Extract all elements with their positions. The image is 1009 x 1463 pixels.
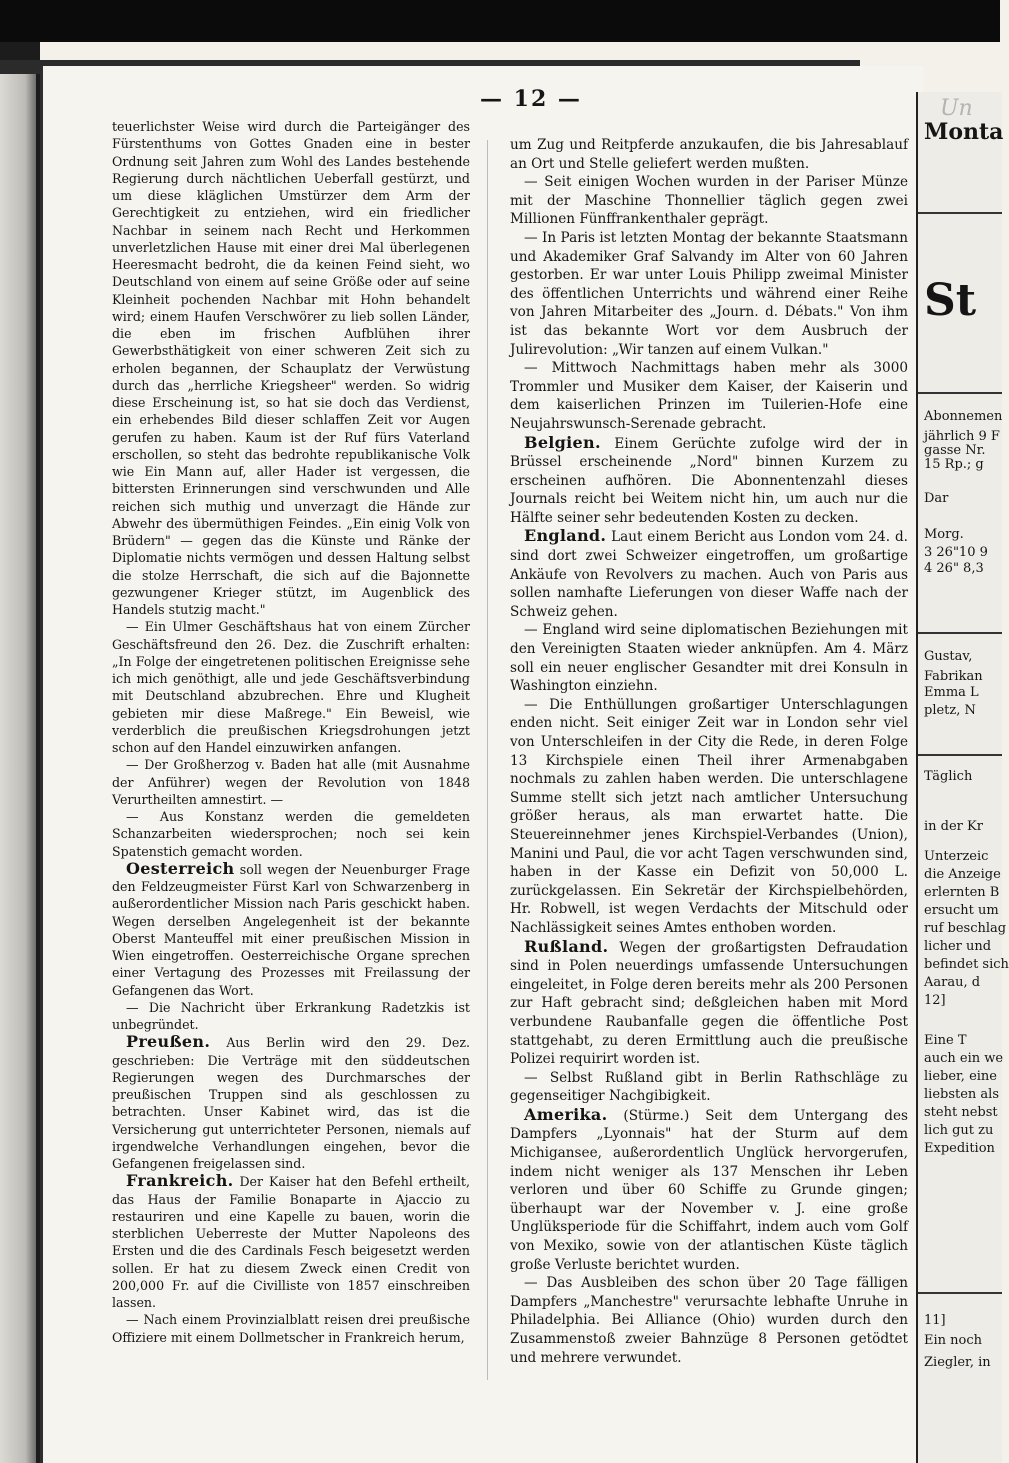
sheet-text-fragment: pletz, N [924,703,976,718]
column-divider [487,140,488,1380]
sheet-text-fragment: liebsten als [924,1087,1000,1102]
article-paragraph [112,1172,470,1311]
paragraph-text: — In Paris ist letzten Montag der bekannte Staatsmann und Akademiker Graf Salvandy im Alter von 60 Jahren gestorben. Er war unter Louis Philipp zweimal Minister des öffentlichen Unterrichts und während einer Reihe von Jahren Mitarbeiter des „Journ. d. Débats." Von ihm ist das bekannte Wort vor dem Ausbruch der Julirevolution: „Wir tanzen auf einem Vulkan." [510,229,908,358]
sheet-text-fragment: 3 26"10 9 [924,545,988,560]
sheet-text-fragment: erlernten B [924,885,1000,900]
article-paragraph [510,527,908,621]
paragraph-text: — Selbst Rußland gibt in Berlin Rathschläge zu gegenseitiger Nachgibigkeit. [510,1069,908,1105]
article-paragraph [510,359,908,433]
sheet-text-fragment: 15 Rp.; g [924,457,984,472]
sheet-text-fragment: lieber, eine [924,1069,997,1084]
adjacent-newspaper-sheet [916,92,1009,1463]
sheet-text-fragment: Abonnemen [924,409,1003,424]
sheet-text-fragment: Expedition [924,1141,995,1156]
article-paragraph [112,1033,470,1172]
sheet-text-fragment: Monta [924,119,1004,145]
sheet-divider [918,392,1002,394]
sheet-text-fragment: Gustav, [924,649,973,664]
article-paragraph [112,756,470,808]
sheet-text-fragment: Fabrikan [924,669,983,684]
paragraph-text: (Stürme.) Seit dem Untergang des Dampfers „Lyonnais" hat der Sturm auf dem Michigansee, außerordentlich Unglück hervorgerufen, indem nicht weniger als 137 Menschen ihr Leben verloren und über 60 Schiffe zu Grunde gingen; überhaupt war der November v. J. eine große Unglüksperiode für die Schiffahrt, indem auch vom Golf von Mexiko, sowie von der atlantischen Küste täglich große Verluste berichtet wurden. [510,1107,909,1273]
page-number: — 12 — [480,86,582,112]
paragraph-text: — Das Ausbleiben des schon über 20 Tage fälligen Dampfers „Manchestre" verursachte lebhafte Unruhe in Philadelphia. Bei Alliance (Ohio) wurden durch den Zusammenstoß zweier Bahnzüge 8 Personen getödtet und mehrere verwundet. [510,1275,908,1366]
sheet-divider [918,1292,1002,1294]
sheet-divider [918,632,1002,634]
sheet-text-fragment: Ziegler, in [924,1355,991,1370]
sheet-text-fragment: 4 26" 8,3 [924,561,984,576]
article-paragraph [510,1106,908,1274]
article-paragraph [510,621,908,695]
sheet-text-fragment: Täglich [924,769,973,784]
sheet-text-fragment: 11] [924,1313,946,1328]
sheet-text-fragment: die Anzeige [924,867,1001,882]
paragraph-text: — England wird seine diplomatischen Beziehungen mit den Vereinigten Staaten wieder anknüpfen. Am 4. März soll ein neuer englischer Gesandter mit drei Konsuln in Washington einziehn. [510,622,908,695]
paragraph-text: Laut einem Bericht aus London vom 24. d. sind dort zwei Schweizer eingetroffen, um großartige Ankäufe von Revolvers zu machen. Auch von Paris aus sollen namhafte Lieferungen von dieser Waffe nach der Schweiz gehen. [510,529,908,620]
article-paragraph [510,1274,908,1367]
article-paragraph [510,1069,908,1106]
sheet-text-fragment: Emma L [924,685,979,700]
article-paragraph [510,136,908,173]
paragraph-text: — Der Großherzog v. Baden hat alle (mit Ausnahme der Anführer) wegen der Revolution von 1848 Verurtheilten amnestirt. — [112,757,470,807]
article-paragraph [510,229,908,359]
paragraph-text: um Zug und Reitpferde anzukaufen, die bis Jahresablauf an Ort und Stelle geliefert werden mußten. [510,137,908,172]
section-heading: Preußen. [126,1032,211,1052]
paragraph-text: — Ein Ulmer Geschäftshaus hat von einem Zürcher Geschäftsfreund den 26. Dez. die Zuschrift erhalten: „In Folge der eingetretenen politischen Ereignisse sehe ich mich genöthigt, alle und jede Geschäftsverbindung mit Deutschland abzubrechen. Ehre und Klugheit gebieten mir diese Maßrege." Ein Beweisl, wie verderblich die preußischen Kriegsdrohungen jetzt schon auf den Handel einzuwirken anfangen. [112,619,470,755]
article-paragraph [510,173,908,229]
sheet-text-fragment: auch ein we [924,1051,1004,1066]
sheet-text-fragment: steht nebst [924,1105,998,1120]
section-heading: Belgien. [524,432,601,452]
paragraph-text: — Seit einigen Wochen wurden in der Pariser Münze mit der Maschine Thonnellier täglich gegen zwei Millionen Fünffrankenthaler geprägt. [510,174,908,228]
article-paragraph [112,808,470,860]
paragraph-text: — Die Enthüllungen großartiger Unterschlagungen enden nicht. Seit einiger Zeit war in London sehr viel von Unterschleifen in der City die Rede, in deren Folge 13 Kirchspiele einen Theil ihrer Armenabgaben nochmals zu zahlen haben werden. Die unterschlagene Summe stellt sich jetzt nach amtlicher Untersuchung größer heraus, als man erwartet hatte. Die Steuereinnehmer jenes Kirchspiel-Verbandes (Union), Manini und Paul, die vor acht Tagen verschwunden sind, haben in der Kasse ein Defizit von 50,000 L. zurückgelassen. Ein Sekretär der Kirchspielbehörden, Hr. Robwell, ist wegen Verdachts der Mitschuld oder Nachlässigkeit seines Amtes enthoben worden. [510,696,908,936]
article-paragraph [510,938,908,1069]
sheet-text-fragment: ruf beschlag [924,921,1007,936]
section-heading: England. [524,526,607,546]
paragraph-text: — Aus Konstanz werden die gemeldeten Schanzarbeiten wiedersprochen; noch sei kein Spatenstich gemacht worden. [112,809,470,859]
section-heading: Amerika. [524,1104,608,1124]
sheet-text-fragment: Unterzeic [924,849,989,864]
section-heading: Oesterreich [126,858,235,878]
sheet-text-fragment: lich gut zu [924,1123,994,1138]
sheet-text-fragment: jährlich 9 F [924,429,1000,444]
sheet-text-fragment: Ein noch [924,1333,983,1348]
section-heading: Frankreich. [126,1171,234,1191]
sheet-divider [918,754,1002,756]
sheet-text-fragment: 12] [924,993,946,1008]
paragraph-text: — Nach einem Provinzialblatt reisen drei preußische Offiziere mit einem Dollmetscher in Frankreich herum, [112,1312,470,1345]
paragraph-text: Der Kaiser hat den Befehl ertheilt, das Haus der Familie Bonaparte in Ajaccio zu restauriren und eine Kapelle zu bauen, worin die sterblichen Ueberreste der Mutter Napoleons des Ersten und die des Cardinals Fesch beigesetzt werden sollen. Er hat zu diesem Zweck einen Credit von 200,000 Fr. auf die Civilliste von 1857 einschreiben lassen. [112,1174,470,1310]
sheet-text-fragment: St [924,275,977,326]
paragraph-text: — Mittwoch Nachmittags haben mehr als 3000 Trommler und Musiker dem Kaiser, der Kaiserin und dem kaiserlichen Prinzen im Tuilerien-Hofe eine Neujahrswunsch-Serenade gebracht. [510,360,908,432]
scan-top-border [0,0,1000,42]
sheet-text-fragment: Aarau, d [924,975,981,990]
paragraph-text: teuerlichster Weise wird durch die Parteigänger des Fürstenthums von Gottes Gnaden eine in bester Ordnung seit Jahren zum Wohl des Landes bestehende Regierung durch nächtlichen Ueberfall gestürzt, und um diese kläglichen Umstürzer dem Arm der Gerechtigkeit zu entziehen, wird ein friedlicher Nachbar in seinem nach Recht und Herkommen unverletzlichen Hause mit einer drei Mal überlegenen Heeresmacht bedroht, die da keinen Feind sieht, wo Deutschland von einem auf seine Größe oder auf seine Kleinheit pochenden Nachbar mit Hohn behandelt wird; einem Haufen Verschwörer zu lieb sollen Länder, die eben im frischen Aufblühen ihrer Gewerbsthätigkeit von einer schweren Zeit sich zu erholen begannen, der Schauplatz der Verwüstung durch das „herrliche Kriegsheer" werden. So widrig diese Erscheinung ist, so hat sie doch das Verdienst, ein erhebendes Bild dieser schlaffen Zeit vor Augen gerufen zu haben. Kaum ist der Ruf fürs Vaterland erschollen, so steht das bedrohte republikanische Volk wie Ein Mann auf, aller Hader ist vergessen, die bittersten Erinnerungen sind verschwunden und Alle reichen sich muthig und unverzagt die Hände zur Abwehr des übermüthigen Feindes. „Ein einig Volk von Brüdern" — gegen das die Künste und Ränke der Diplomatie nichts vermögen und dessen Haltung selbst die stolze Herrschaft, die sich auf die Bajonnette gezwungener Krieger stützt, im Augenblick des Handels stutzig macht." [112,119,470,617]
sheet-text-fragment: Dar [924,491,949,506]
article-paragraph [112,618,470,756]
paragraph-text: soll wegen der Neuenburger Frage den Feldzeugmeister Fürst Karl von Schwarzenberg in außerordentlicher Mission nach Paris geschickt haben. Wegen derselben Angelegenheit ist der bekannte Oberst Manteuffel mit einer preußischen Mission in Wien eingetroffen. Oesterreichische Organe sprechen einer Vertagung des Prozesses mit Freilassung der Gefangenen das Wort. [112,861,470,998]
article-paragraph [112,118,470,618]
sheet-text-fragment: in der Kr [924,819,983,834]
right-text-column [510,136,908,1367]
sheet-text-fragment: Eine T [924,1033,967,1048]
paragraph-text: Aus Berlin wird den 29. Dez. geschrieben: Die Verträge mit den süddeutschen Regierungen wegen des Durchmarsches der preußischen Truppen sind als geschlossen zu betrachten. Unser Kabinet wird, das ist die Versicherung gut unterrichteter Personen, niemals auf irgendwelche Verhandlungen eingehen, bevor die Gefangenen freigelassen sind. [112,1035,471,1171]
sheet-divider [918,212,1002,214]
sheet-text-fragment: befindet sich [924,957,1009,972]
sheet-text-fragment: gasse Nr. [924,443,986,458]
article-paragraph [112,1311,470,1346]
ink-stamp: Un [940,96,973,121]
article-paragraph [510,696,908,938]
article-paragraph [510,434,908,528]
sheet-text-fragment: licher und [924,939,992,954]
left-text-column [112,118,470,1346]
section-heading: Rußland. [524,936,609,956]
sheet-text-fragment: Morg. [924,527,964,542]
paragraph-text: Wegen der großartigsten Defraudation sind in Polen neuerdings umfassende Untersuchungen eingeleitet, in Folge deren bereits mehr als 200 Personen zur Haft gebracht sind; deßgleichen haben mit Mord verbundene Raubanfalle gegen die öffentliche Post stattgehabt, zu deren Ermittlung auch die preußische Polizei requirirt worden ist. [510,939,908,1068]
paragraph-text: — Die Nachricht über Erkrankung Radetzkis ist unbegründet. [112,999,470,1032]
article-paragraph [112,860,470,999]
previous-page-edge [0,70,36,1463]
article-paragraph [112,999,470,1034]
paragraph-text: Einem Gerüchte zufolge wird der in Brüssel erscheinende „Nord" binnen Kurzem zu erscheinen aufhören. Die Abonnentenzahl dieses Journals reicht bei Weitem nicht hin, um auch nur die Hälfte seiner sehr bedeutenden Kosten zu decken. [510,435,909,526]
sheet-text-fragment: ersucht um [924,903,999,918]
